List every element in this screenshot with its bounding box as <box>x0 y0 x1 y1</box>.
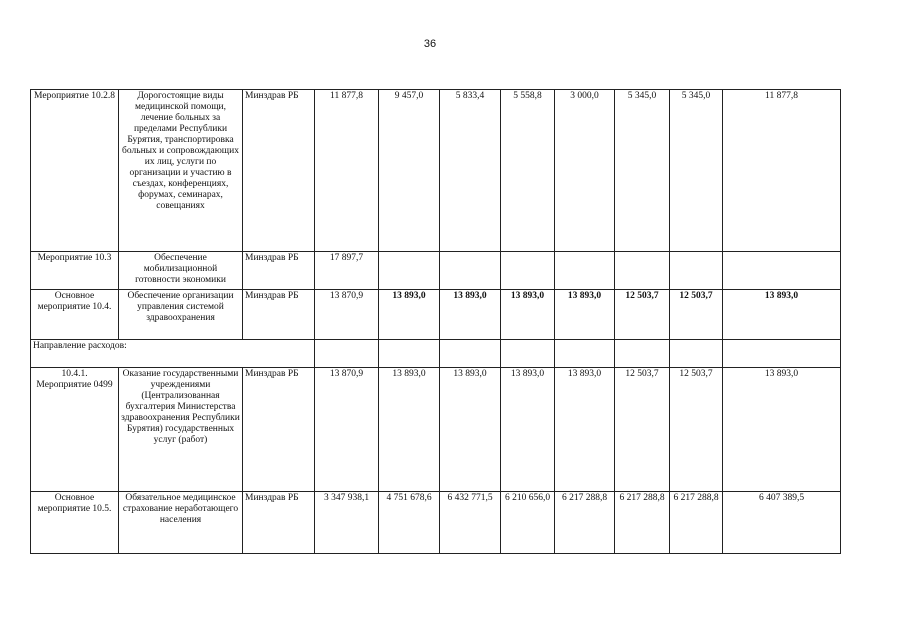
value-cell: 3 000,0 <box>555 90 615 252</box>
measure-name-cell: Обеспечение мобилизационной готовности экономики <box>119 252 243 290</box>
value-cell: 13 893,0 <box>440 290 501 340</box>
value-cell: 13 893,0 <box>440 368 501 492</box>
value-cell: 13 893,0 <box>501 368 555 492</box>
budget-table <box>30 89 841 554</box>
value-cell <box>440 252 501 290</box>
value-cell: 11 877,8 <box>723 90 841 252</box>
value-cell: 13 893,0 <box>555 368 615 492</box>
measure-code-cell: Мероприятие 10.3 <box>31 252 119 290</box>
value-cell: 5 833,4 <box>440 90 501 252</box>
expense-direction-label: Направление расходов: <box>31 340 315 368</box>
value-cell: 12 503,7 <box>670 368 723 492</box>
value-cell <box>615 252 670 290</box>
measure-code-cell: Основное мероприятие 10.4. <box>31 290 119 340</box>
value-cell <box>723 252 841 290</box>
value-cell: 5 345,0 <box>615 90 670 252</box>
measure-name-cell: Дорогостоящие виды медицинской помощи, лечение больных за пределами Республики Бурятия, транспортировка больных и сопровождающих их лиц, услуги по организации и участию в съездах, конференциях, форумах, семинарах, совещаниях <box>119 90 243 252</box>
value-cell: 17 897,7 <box>315 252 379 290</box>
value-cell: 6 217 288,8 <box>670 492 723 554</box>
value-cell: 13 893,0 <box>723 368 841 492</box>
value-cell: 9 457,0 <box>379 90 440 252</box>
value-cell <box>379 252 440 290</box>
value-cell: 12 503,7 <box>615 368 670 492</box>
measure-code-cell: Мероприятие 10.2.8 <box>31 90 119 252</box>
value-cell: 6 407 389,5 <box>723 492 841 554</box>
value-cell: 4 751 678,6 <box>379 492 440 554</box>
value-cell: 5 558,8 <box>501 90 555 252</box>
value-cell: 13 893,0 <box>379 290 440 340</box>
value-cell <box>670 252 723 290</box>
value-cell <box>501 252 555 290</box>
executor-cell: Минздрав РБ <box>243 492 315 554</box>
table-row <box>31 368 841 492</box>
value-cell: 13 870,9 <box>315 290 379 340</box>
table-row <box>31 290 841 340</box>
value-cell: 6 217 288,8 <box>555 492 615 554</box>
executor-cell: Минздрав РБ <box>243 252 315 290</box>
value-cell: 5 345,0 <box>670 90 723 252</box>
value-cell: 6 217 288,8 <box>615 492 670 554</box>
table-row <box>31 90 841 252</box>
measure-code-cell: Основное мероприятие 10.5. <box>31 492 119 554</box>
measure-name-cell: Оказание государственными учреждениями (Централизованная бухгалтерия Министерства здравоохранения Республики Бурятия) государственных услуг (работ) <box>119 368 243 492</box>
value-cell: 12 503,7 <box>670 290 723 340</box>
executor-cell: Минздрав РБ <box>243 90 315 252</box>
table-row <box>31 340 841 368</box>
value-cell <box>555 252 615 290</box>
executor-cell: Минздрав РБ <box>243 368 315 492</box>
executor-cell: Минздрав РБ <box>243 290 315 340</box>
value-cell: 6 210 656,0 <box>501 492 555 554</box>
value-cell: 3 347 938,1 <box>315 492 379 554</box>
value-cell: 13 893,0 <box>379 368 440 492</box>
value-cell: 13 893,0 <box>501 290 555 340</box>
measure-name-cell: Обеспечение организации управления системой здравоохранения <box>119 290 243 340</box>
page-number: 36 <box>423 38 437 50</box>
measure-name-cell: Обязательное медицинское страхование неработающего населения <box>119 492 243 554</box>
table-row <box>31 252 841 290</box>
value-cell: 11 877,8 <box>315 90 379 252</box>
value-cell: 6 432 771,5 <box>440 492 501 554</box>
table-row <box>31 492 841 554</box>
value-cell: 13 870,9 <box>315 368 379 492</box>
value-cell: 13 893,0 <box>555 290 615 340</box>
measure-code-cell: 10.4.1. Мероприятие 0499 <box>31 368 119 492</box>
value-cell: 12 503,7 <box>615 290 670 340</box>
value-cell: 13 893,0 <box>723 290 841 340</box>
